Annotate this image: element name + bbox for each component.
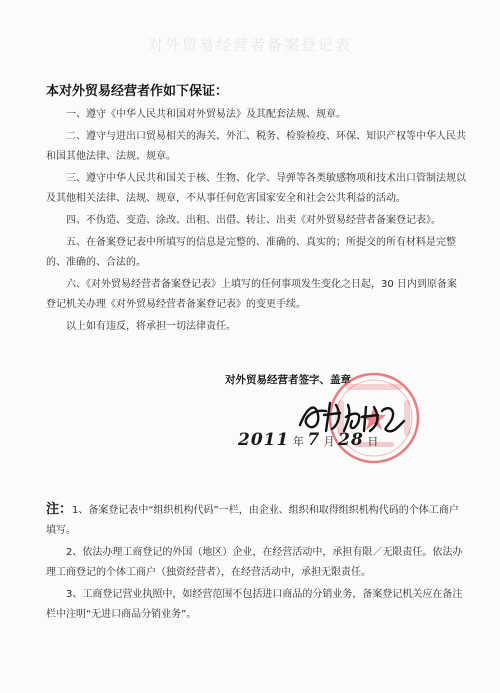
clause-3: 三、遵守中华人民共和国关于核、生物、化学、导弹等各类敏感物项和技术出口管制法规以及其他相关法律、法规、规章，不从事任何危害国家安全和社会公共利益的活动。 xyxy=(46,173,466,204)
note-1 xyxy=(46,500,466,541)
date-year-unit: 年 xyxy=(292,435,304,448)
clause-4: 四、不伪造、变造、涂改、出租、出借、转让、出卖《对外贸易经营者备案登记表》。 xyxy=(66,215,441,226)
notes-label: 注： xyxy=(46,502,73,517)
note-2: 2、依法办理工商登记的外国（地区）企业，在经营活动中，承担有限／无限责任。依法办理工商登记的个体工商户（独资经营者），在经营活动中，承担无限责任。 xyxy=(46,547,463,578)
note-1-text: 1、备案登记表中“组织机构代码”一栏，由企业、组织和取得组织机构代码的个体工商户填写。 xyxy=(46,505,459,536)
clause-1: 一、遵守《中华人民共和国对外贸易法》及其配套法规、规章。 xyxy=(66,109,346,120)
signing-date xyxy=(238,430,378,450)
notes-section xyxy=(46,500,466,627)
date-month-unit: 月 xyxy=(323,435,335,448)
clause-5: 五、在备案登记表中所填写的信息是完整的、准确的、真实的；所提交的所有材料是完整的、准确的、合法的。 xyxy=(46,237,456,268)
guarantee-clauses xyxy=(46,105,466,339)
date-day: 28 xyxy=(338,430,364,450)
date-day-unit: 日 xyxy=(367,435,379,448)
faint-header-bleed-through: 对外贸易经营者备案登记表 xyxy=(147,36,352,54)
clause-6: 六、《对外贸易经营者备案登记表》上填写的任何事项发生变化之日起，30 日内到原备案登记机关办理《对外贸易经营者备案登记表》的变更手续。 xyxy=(46,279,457,310)
date-year: 2011 xyxy=(238,430,290,450)
signature-label: 对外贸易经营者签字、盖章 xyxy=(225,374,351,386)
note-3: 3、工商登记营业执照中，如经营范围不包括进口商品的分销业务，备案登记机关应在备注栏中注明“无进口商品分销业务”。 xyxy=(46,589,463,620)
clause-2: 二、遵守与进出口贸易相关的海关、外汇、税务、检验检疫、环保、知识产权等中华人民共和国其他法律、法规、规章。 xyxy=(46,131,466,162)
date-month: 7 xyxy=(307,430,321,450)
intro-heading: 本对外贸易经营者作如下保证： xyxy=(46,84,229,99)
liability-statement: 以上如有违反，将承担一切法律责任。 xyxy=(66,321,236,332)
